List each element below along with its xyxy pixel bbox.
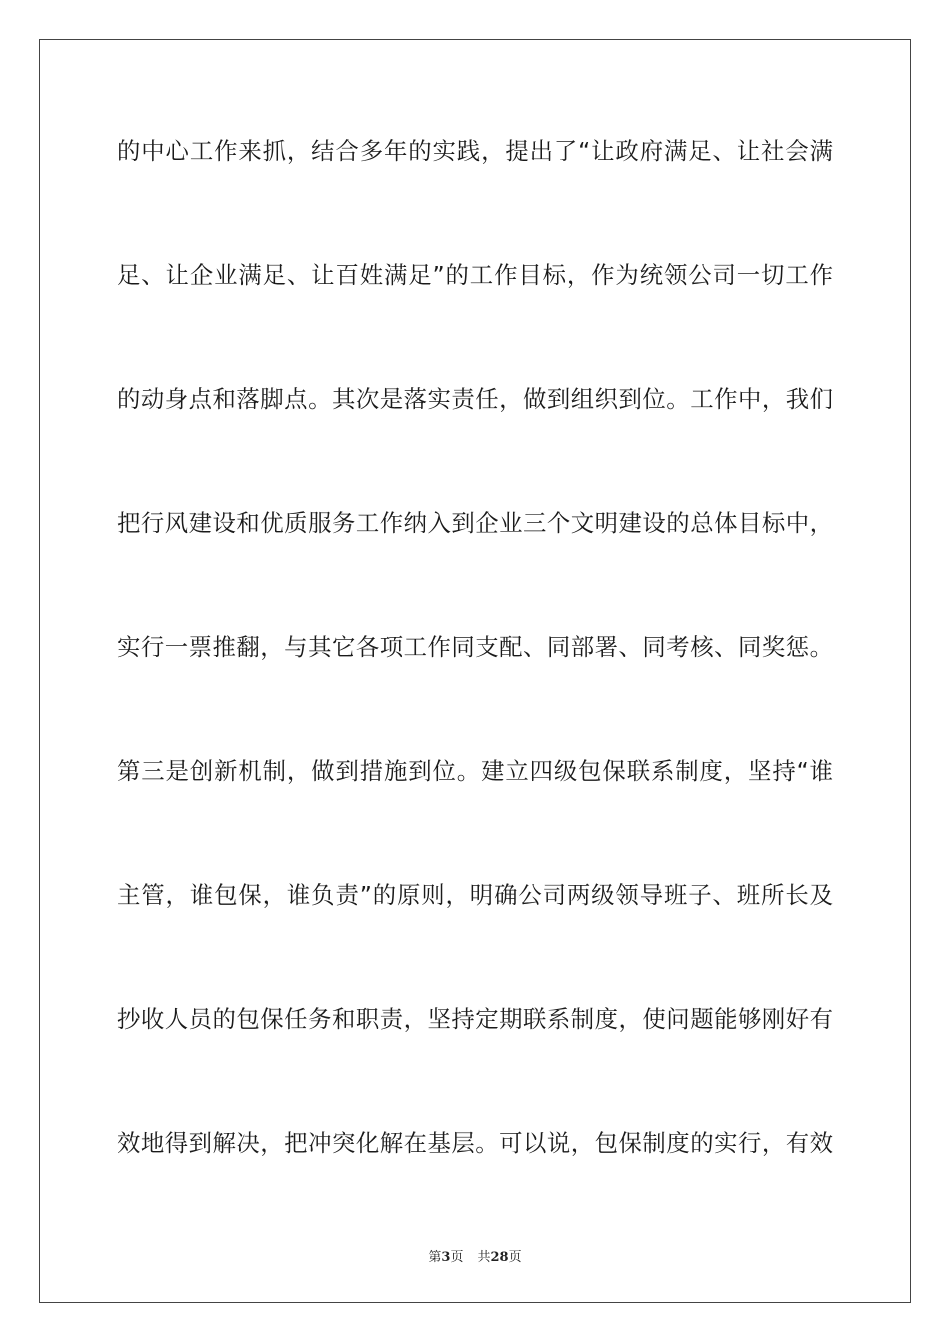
body-text-line-4: 把行风建设和优质服务工作纳入到企业三个文明建设的总体目标中， — [117, 509, 833, 537]
total-prefix: 共 — [477, 1250, 491, 1265]
total-pages: 28 — [490, 1250, 509, 1265]
page-prefix: 第 — [428, 1250, 442, 1265]
total-suffix: 页 — [508, 1250, 522, 1265]
page-border — [39, 39, 911, 1303]
page-number: 3 — [441, 1250, 451, 1265]
body-text-line-1: 的中心工作来抓，结合多年的实践，提出了“让政府满足、让社会满 — [117, 137, 833, 165]
body-text-line-3: 的动身点和落脚点。其次是落实责任，做到组织到位。工作中，我们 — [117, 385, 833, 413]
body-text-line-9: 效地得到解决，把冲突化解在基层。可以说，包保制度的实行，有效 — [117, 1129, 833, 1157]
body-text-line-6: 第三是创新机制，做到措施到位。建立四级包保联系制度，坚持“谁 — [117, 757, 833, 785]
body-text-line-7: 主管，谁包保，谁负责”的原则，明确公司两级领导班子、班所长及 — [117, 881, 833, 909]
body-text-line-8: 抄收人员的包保任务和职责，坚持定期联系制度，使问题能够刚好有 — [117, 1005, 833, 1033]
page-suffix: 页 — [450, 1250, 464, 1265]
body-text-line-2: 足、让企业满足、让百姓满足”的工作目标，作为统领公司一切工作 — [117, 261, 833, 289]
page-footer — [0, 1246, 950, 1265]
body-text-line-5: 实行一票推翻，与其它各项工作同支配、同部署、同考核、同奖惩。 — [117, 633, 833, 661]
